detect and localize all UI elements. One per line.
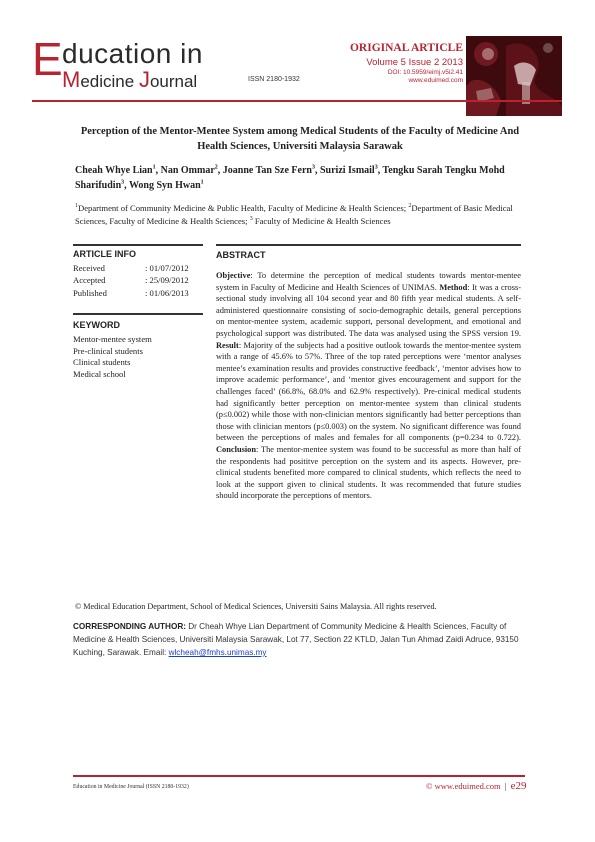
logo-line-2b: ournal (149, 72, 198, 91)
abstract-body (216, 270, 521, 502)
author-sup: 1 (152, 164, 156, 171)
article-info-rule (73, 244, 203, 246)
copyright-notice: © Medical Education Department, School of Medical Sciences, Universiti Sains Malaysia. All rights reserved. (75, 602, 437, 611)
affil-sup: 2 (408, 203, 412, 210)
info-label: Accepted (73, 275, 106, 285)
logo-letter-j: J (138, 67, 150, 92)
article-type: ORIGINAL ARTICLE (349, 42, 463, 54)
doi: DOI: 10.5959/eimj.v5i2.41 (387, 69, 463, 76)
footer-divider (73, 775, 525, 777)
author-name: Cheah Whye Lian (75, 165, 153, 176)
page-number: e29 (510, 780, 527, 792)
header-photo (466, 36, 562, 116)
volume-issue: Volume 5 Issue 2 2013 (366, 57, 463, 68)
logo-letter-e: E (32, 33, 63, 85)
keyword-rule (73, 313, 203, 315)
keyword-item: Clinical students (73, 357, 131, 367)
author-sup: 3 (121, 179, 125, 186)
logo-line-2a: edicine (80, 72, 139, 91)
footer-journal-name: Education in Medicine Journal (ISSN 2180-1932) (73, 784, 189, 790)
conclusion-text: : The mentor-mentee system was found to be successful as more than half of the respondents had posititve perception on the system and its aspects. However, pre-clinical students benefited more compared to clinical students, which reflects the need to look at the support given to clinical students. It was recommended that future studies should incorporate the perceptions of mentors. (216, 444, 521, 501)
header-divider (32, 100, 562, 102)
info-value: : 01/07/2012 (145, 263, 189, 273)
author-list: Cheah Whye Lian$^1$, Nan Ommar$^2$, Joanne Tan Sze Fern$^3$, Surizi Ismail$^3$, Tengku Sarah Tengku Mohd Sharifudin$^3$, Wong Syn Hwan$^1$ (75, 164, 505, 191)
affil-sup: 1 (75, 203, 78, 210)
author-name: Joanne Tan Sze Fern (222, 165, 312, 176)
corresponding-text: Dr Cheah Whye Lian Department of Community Medicine & Health Sciences, Faculty of Medicine & Health Sciences, Universiti Malaysia Sarawak, Lot 77, Section 22 KTLD, Jalan Tun Ahmad Zaidi Adruce, 93150 Kuching, Sarawak. Email: (73, 622, 519, 657)
result-label: Result (216, 340, 239, 350)
footer-separator: | (504, 781, 507, 791)
author-name: Wong Syn Hwan (128, 180, 201, 191)
author-sup: 3 (311, 164, 315, 171)
logo-letter-m: M (62, 67, 81, 92)
footer-website: © www.eduimed.com (426, 781, 501, 791)
method-label: Method (439, 282, 468, 292)
keyword-item: Medical school (73, 369, 126, 379)
author-sup: 2 (214, 164, 218, 171)
objective-text: : To determine the perception of medical students towards mentor-mentee system in Faculty of Medicine and Health Sciences of UNIMAS. (216, 271, 521, 292)
article-info-heading: ARTICLE INFO (73, 249, 136, 259)
affiliations (75, 202, 525, 227)
author-sup: 3 (374, 164, 378, 171)
conclusion-label: Conclusion (216, 444, 257, 454)
info-value: : 01/06/2013 (145, 288, 189, 298)
abstract-rule (216, 244, 521, 246)
corresponding-author (73, 620, 523, 659)
affiliation: Department of Community Medicine & Public Health, Faculty of Medicine & Health Sciences; (78, 203, 409, 213)
author-name: Tengku Sarah Tengku Mohd Sharifudin (75, 165, 505, 191)
author-name: Nan Ommar (160, 165, 215, 176)
abstract-heading: ABSTRACT (216, 250, 266, 260)
info-label: Published (73, 288, 107, 298)
objective-label: Objective (216, 271, 251, 280)
header-website: www.eduimed.com (408, 77, 463, 84)
info-label: Received (73, 263, 105, 273)
logo-line-1: ducation in (62, 38, 203, 69)
affiliation: Department of Basic Medical Sciences, Faculty of Medicine & Health Sciences; (75, 203, 513, 226)
keyword-heading: KEYWORD (73, 320, 120, 330)
info-value: : 25/09/2012 (145, 275, 189, 285)
affil-sup: 3 (249, 215, 253, 222)
result-text: : Majority of the subjects had a positive outlook towards the mentor-mentee system with a range of 45.6% to 57%. Three of the top rated perceptions were ‘mentor analyses mentee’s examination results and provides constructive feedback’, ‘mentor advises how to improve academic performance’, and ‘mentor gives encouragement and support for the challenges faced’ (66.8%, 68.0% and 62.9% respectively). Pre-cinical medical students had significantly better perception on mentor-mentee system than clinical students (p≤0.002) while those with non-clinician mentors significantly had better perceptions than those with clinician mentors (p≤0.003) on the system. No significant difference was found between the perceptions of males and females for all components (p=0.234 to 0.722). (216, 340, 521, 443)
method-text: : It was a cross-sectional study involving all 104 second year and 80 fifth year medical students. A self-administered questionnaire consisting of socio-demographic details, general perceptions on mentor-mentee system, academic support, personal development, and emotional and psychological support was distributed. The data was analysed using the SPSS version 19. (216, 282, 522, 338)
logo-line-2 (62, 69, 197, 91)
microscope-collage-image (466, 36, 562, 116)
corresponding-label: CORRESPONDING AUTHOR: (73, 622, 186, 631)
article-meta-header (293, 42, 463, 84)
issn-label: ISSN 2180-1932 (248, 76, 300, 83)
keyword-item: Pre-clinical students (73, 346, 143, 356)
keyword-item: Mentor-mentee system (73, 334, 152, 344)
affiliation: Faculty of Medicine & Health Sciences (252, 215, 391, 226)
article-title: Perception of the Mentor-Mentee System among Medical Students of the Faculty of Medicine And Health Sciences, Universiti Malaysia Sarawak (80, 126, 520, 152)
author-sup: 1 (200, 179, 204, 186)
email-link[interactable]: wlcheah@fmhs.unimas.my (168, 648, 267, 657)
footer-right (426, 780, 526, 792)
author-name: Surizi Ismail (319, 165, 375, 176)
